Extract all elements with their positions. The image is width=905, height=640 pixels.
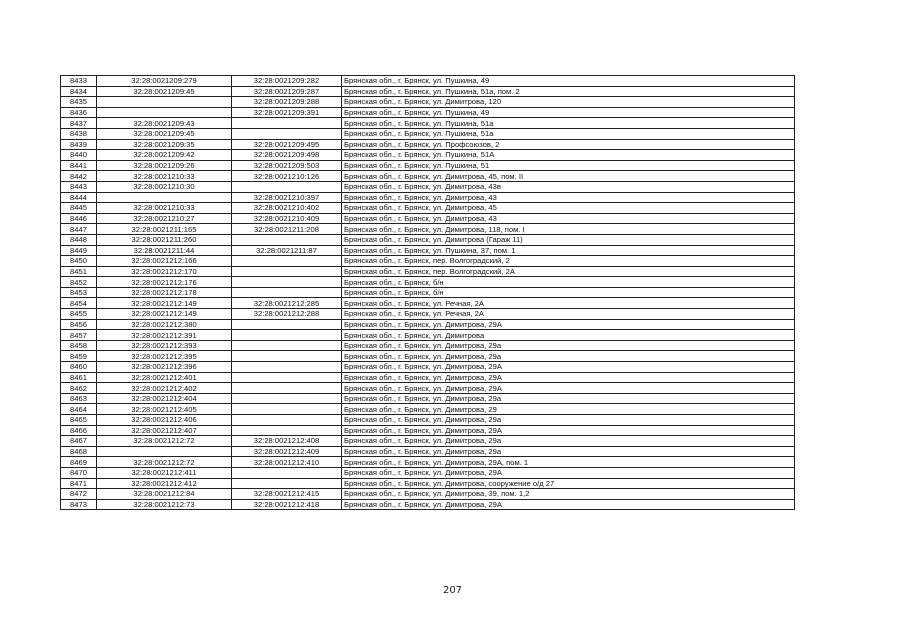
object-cadastral-number-cell xyxy=(232,372,342,383)
object-cadastral-number-cell xyxy=(232,256,342,267)
object-cadastral-number-cell: 32:28:0021212:285 xyxy=(232,298,342,309)
object-cadastral-number-cell: 32:28:0021209:503 xyxy=(232,160,342,171)
table-row xyxy=(61,139,795,150)
land-cadastral-number-cell: 32:28:0021212:404 xyxy=(97,393,232,404)
land-cadastral-number-cell: 32:28:0021212:395 xyxy=(97,351,232,362)
table-row xyxy=(61,298,795,309)
object-cadastral-number-cell: 32:28:0021209:282 xyxy=(232,76,342,87)
object-cadastral-number-cell xyxy=(232,362,342,373)
address-cell: Брянская обл., г. Брянск, ул. Димитрова, 29 xyxy=(342,404,795,415)
land-cadastral-number-cell: 32:28:0021210:33 xyxy=(97,203,232,214)
table-row xyxy=(61,213,795,224)
table-row xyxy=(61,489,795,500)
table-row xyxy=(61,393,795,404)
land-cadastral-number-cell: 32:28:0021212:391 xyxy=(97,330,232,341)
row-number-cell: 8436 xyxy=(61,107,97,118)
object-cadastral-number-cell xyxy=(232,118,342,129)
table-row xyxy=(61,160,795,171)
object-cadastral-number-cell: 32:28:0021209:288 xyxy=(232,97,342,108)
table-row xyxy=(61,86,795,97)
land-cadastral-number-cell: 32:28:0021212:149 xyxy=(97,298,232,309)
address-cell: Брянская обл., г. Брянск, ул. Димитрова, 29а xyxy=(342,446,795,457)
row-number-cell: 8457 xyxy=(61,330,97,341)
address-cell: Брянская обл., г. Брянск, пер. Волгоградский, 2А xyxy=(342,266,795,277)
address-cell: Брянская обл., г. Брянск, ул. Пушкина, 51А xyxy=(342,150,795,161)
row-number-cell: 8439 xyxy=(61,139,97,150)
object-cadastral-number-cell xyxy=(232,478,342,489)
address-cell: Брянская обл., г. Брянск, ул. Димитрова, 118, пом. I xyxy=(342,224,795,235)
land-cadastral-number-cell: 32:28:0021212:73 xyxy=(97,499,232,510)
row-number-cell: 8438 xyxy=(61,128,97,139)
row-number-cell: 8472 xyxy=(61,489,97,500)
address-cell: Брянская обл., г. Брянск, ул. Димитрова, 45, пом. II xyxy=(342,171,795,182)
address-cell: Брянская обл., г. Брянск, б/н xyxy=(342,287,795,298)
address-cell: Брянская обл., г. Брянск, ул. Димитрова, 43 xyxy=(342,213,795,224)
address-cell: Брянская обл., г. Брянск, ул. Димитрова, 29А xyxy=(342,372,795,383)
address-cell: Брянская обл., г. Брянск, ул. Димитрова, 29А xyxy=(342,383,795,394)
object-cadastral-number-cell: 32:28:0021212:409 xyxy=(232,446,342,457)
land-cadastral-number-cell: 32:28:0021211:165 xyxy=(97,224,232,235)
table-row xyxy=(61,181,795,192)
land-cadastral-number-cell: 32:28:0021209:279 xyxy=(97,76,232,87)
row-number-cell: 8437 xyxy=(61,118,97,129)
object-cadastral-number-cell: 32:28:0021211:208 xyxy=(232,224,342,235)
object-cadastral-number-cell xyxy=(232,425,342,436)
object-cadastral-number-cell xyxy=(232,393,342,404)
table-row xyxy=(61,256,795,267)
table-row xyxy=(61,457,795,468)
table-body xyxy=(61,76,795,510)
address-cell: Брянская обл., г. Брянск, ул. Речная, 2А xyxy=(342,309,795,320)
object-cadastral-number-cell xyxy=(232,277,342,288)
object-cadastral-number-cell: 32:28:0021210:402 xyxy=(232,203,342,214)
row-number-cell: 8440 xyxy=(61,150,97,161)
row-number-cell: 8453 xyxy=(61,287,97,298)
table-row xyxy=(61,309,795,320)
address-cell: Брянская обл., г. Брянск, ул. Пушкина, 51а xyxy=(342,128,795,139)
object-cadastral-number-cell: 32:28:0021209:498 xyxy=(232,150,342,161)
address-cell: Брянская обл., г. Брянск, ул. Пушкина, 49 xyxy=(342,107,795,118)
row-number-cell: 8442 xyxy=(61,171,97,182)
object-cadastral-number-cell xyxy=(232,287,342,298)
object-cadastral-number-cell: 32:28:0021210:409 xyxy=(232,213,342,224)
object-cadastral-number-cell xyxy=(232,266,342,277)
object-cadastral-number-cell xyxy=(232,340,342,351)
object-cadastral-number-cell: 32:28:0021209:287 xyxy=(232,86,342,97)
land-cadastral-number-cell: 32:28:0021212:84 xyxy=(97,489,232,500)
table-row xyxy=(61,234,795,245)
object-cadastral-number-cell: 32:28:0021212:408 xyxy=(232,436,342,447)
land-cadastral-number-cell: 32:28:0021212:401 xyxy=(97,372,232,383)
land-cadastral-number-cell: 32:28:0021210:33 xyxy=(97,171,232,182)
table-row xyxy=(61,224,795,235)
address-cell: Брянская обл., г. Брянск, пер. Волгоградский, 2 xyxy=(342,256,795,267)
table-row xyxy=(61,171,795,182)
row-number-cell: 8471 xyxy=(61,478,97,489)
table-row xyxy=(61,446,795,457)
row-number-cell: 8434 xyxy=(61,86,97,97)
row-number-cell: 8450 xyxy=(61,256,97,267)
table-row xyxy=(61,277,795,288)
land-cadastral-number-cell xyxy=(97,107,232,118)
table-row xyxy=(61,76,795,87)
address-cell: Брянская обл., г. Брянск, ул. Димитрова, 29А xyxy=(342,319,795,330)
address-cell: Брянская обл., г. Брянск, ул. Речная, 2А xyxy=(342,298,795,309)
address-cell: Брянская обл., г. Брянск, ул. Димитрова xyxy=(342,330,795,341)
land-cadastral-number-cell: 32:28:0021212:402 xyxy=(97,383,232,394)
table-row xyxy=(61,245,795,256)
object-cadastral-number-cell xyxy=(232,351,342,362)
address-cell: Брянская обл., г. Брянск, ул. Димитрова, 120 xyxy=(342,97,795,108)
land-cadastral-number-cell: 32:28:0021212:412 xyxy=(97,478,232,489)
address-cell: Брянская обл., г. Брянск, ул. Димитрова, 29А xyxy=(342,499,795,510)
object-cadastral-number-cell xyxy=(232,415,342,426)
table-row xyxy=(61,415,795,426)
land-cadastral-number-cell xyxy=(97,97,232,108)
row-number-cell: 8459 xyxy=(61,351,97,362)
land-cadastral-number-cell: 32:28:0021209:45 xyxy=(97,128,232,139)
table-row xyxy=(61,351,795,362)
object-cadastral-number-cell xyxy=(232,404,342,415)
row-number-cell: 8456 xyxy=(61,319,97,330)
table-row xyxy=(61,340,795,351)
table-row xyxy=(61,97,795,108)
row-number-cell: 8435 xyxy=(61,97,97,108)
object-cadastral-number-cell: 32:28:0021212:418 xyxy=(232,499,342,510)
row-number-cell: 8455 xyxy=(61,309,97,320)
row-number-cell: 8444 xyxy=(61,192,97,203)
address-cell: Брянская обл., г. Брянск, ул. Димитрова (Гараж 11) xyxy=(342,234,795,245)
row-number-cell: 8443 xyxy=(61,181,97,192)
object-cadastral-number-cell: 32:28:0021211:87 xyxy=(232,245,342,256)
table-row xyxy=(61,128,795,139)
land-cadastral-number-cell xyxy=(97,446,232,457)
row-number-cell: 8468 xyxy=(61,446,97,457)
row-number-cell: 8458 xyxy=(61,340,97,351)
table-row xyxy=(61,330,795,341)
address-cell: Брянская обл., г. Брянск, ул. Димитрова, 29а xyxy=(342,340,795,351)
address-cell: Брянская обл., г. Брянск, ул. Димитрова, 29а xyxy=(342,415,795,426)
row-number-cell: 8460 xyxy=(61,362,97,373)
land-cadastral-number-cell: 32:28:0021211:260 xyxy=(97,234,232,245)
row-number-cell: 8469 xyxy=(61,457,97,468)
table-row xyxy=(61,404,795,415)
land-cadastral-number-cell: 32:28:0021212:170 xyxy=(97,266,232,277)
object-cadastral-number-cell xyxy=(232,319,342,330)
land-cadastral-number-cell: 32:28:0021212:72 xyxy=(97,436,232,447)
land-cadastral-number-cell: 32:28:0021209:43 xyxy=(97,118,232,129)
row-number-cell: 8433 xyxy=(61,76,97,87)
object-cadastral-number-cell: 32:28:0021209:391 xyxy=(232,107,342,118)
address-cell: Брянская обл., г. Брянск, ул. Димитрова, 45 xyxy=(342,203,795,214)
object-cadastral-number-cell: 32:28:0021212:415 xyxy=(232,489,342,500)
land-cadastral-number-cell: 32:28:0021212:405 xyxy=(97,404,232,415)
address-cell: Брянская обл., г. Брянск, ул. Димитрова, 39, пом. 1,2 xyxy=(342,489,795,500)
address-cell: Брянская обл., г. Брянск, ул. Димитрова, 29А, пом. 1 xyxy=(342,457,795,468)
row-number-cell: 8452 xyxy=(61,277,97,288)
table-row xyxy=(61,118,795,129)
object-cadastral-number-cell: 32:28:0021210:397 xyxy=(232,192,342,203)
row-number-cell: 8462 xyxy=(61,383,97,394)
row-number-cell: 8470 xyxy=(61,467,97,478)
object-cadastral-number-cell xyxy=(232,467,342,478)
address-cell: Брянская обл., г. Брянск, ул. Пушкина, 49 xyxy=(342,76,795,87)
row-number-cell: 8441 xyxy=(61,160,97,171)
address-cell: Брянская обл., г. Брянск, ул. Пушкина, 51а xyxy=(342,118,795,129)
table-row xyxy=(61,372,795,383)
cadastral-table xyxy=(60,75,795,510)
address-cell: Брянская обл., г. Брянск, ул. Димитрова, 43в xyxy=(342,181,795,192)
table-row xyxy=(61,478,795,489)
row-number-cell: 8464 xyxy=(61,404,97,415)
row-number-cell: 8454 xyxy=(61,298,97,309)
object-cadastral-number-cell xyxy=(232,330,342,341)
address-cell: Брянская обл., г. Брянск, ул. Димитрова, 29А xyxy=(342,425,795,436)
address-cell: Брянская обл., г. Брянск, ул. Пушкина, 37, пом. 1 xyxy=(342,245,795,256)
table-row xyxy=(61,319,795,330)
table-row xyxy=(61,425,795,436)
address-cell: Брянская обл., г. Брянск, б/н xyxy=(342,277,795,288)
land-cadastral-number-cell: 32:28:0021212:406 xyxy=(97,415,232,426)
table-row xyxy=(61,467,795,478)
address-cell: Брянская обл., г. Брянск, ул. Пушкина, 51а, пом. 2 xyxy=(342,86,795,97)
address-cell: Брянская обл., г. Брянск, ул. Димитрова, сооружение о/д 27 xyxy=(342,478,795,489)
table-row xyxy=(61,192,795,203)
table-row xyxy=(61,287,795,298)
row-number-cell: 8467 xyxy=(61,436,97,447)
object-cadastral-number-cell: 32:28:0021212:288 xyxy=(232,309,342,320)
land-cadastral-number-cell: 32:28:0021209:35 xyxy=(97,139,232,150)
address-cell: Брянская обл., г. Брянск, ул. Пушкина, 51 xyxy=(342,160,795,171)
land-cadastral-number-cell: 32:28:0021210:27 xyxy=(97,213,232,224)
table-row xyxy=(61,383,795,394)
table-row xyxy=(61,150,795,161)
table-row xyxy=(61,266,795,277)
land-cadastral-number-cell: 32:28:0021212:396 xyxy=(97,362,232,373)
land-cadastral-number-cell: 32:28:0021212:407 xyxy=(97,425,232,436)
object-cadastral-number-cell: 32:28:0021212:410 xyxy=(232,457,342,468)
address-cell: Брянская обл., г. Брянск, ул. Димитрова, 29а xyxy=(342,436,795,447)
table-row xyxy=(61,203,795,214)
land-cadastral-number-cell: 32:28:0021212:411 xyxy=(97,467,232,478)
row-number-cell: 8449 xyxy=(61,245,97,256)
table-row xyxy=(61,107,795,118)
object-cadastral-number-cell xyxy=(232,181,342,192)
row-number-cell: 8466 xyxy=(61,425,97,436)
table-row xyxy=(61,436,795,447)
object-cadastral-number-cell xyxy=(232,234,342,245)
row-number-cell: 8463 xyxy=(61,393,97,404)
row-number-cell: 8465 xyxy=(61,415,97,426)
land-cadastral-number-cell: 32:28:0021211:44 xyxy=(97,245,232,256)
row-number-cell: 8451 xyxy=(61,266,97,277)
address-cell: Брянская обл., г. Брянск, ул. Димитрова, 29А xyxy=(342,467,795,478)
land-cadastral-number-cell: 32:28:0021212:176 xyxy=(97,277,232,288)
land-cadastral-number-cell: 32:28:0021212:72 xyxy=(97,457,232,468)
row-number-cell: 8447 xyxy=(61,224,97,235)
land-cadastral-number-cell: 32:28:0021209:26 xyxy=(97,160,232,171)
object-cadastral-number-cell: 32:28:0021209:495 xyxy=(232,139,342,150)
land-cadastral-number-cell: 32:28:0021212:178 xyxy=(97,287,232,298)
object-cadastral-number-cell xyxy=(232,128,342,139)
land-cadastral-number-cell: 32:28:0021212:166 xyxy=(97,256,232,267)
object-cadastral-number-cell xyxy=(232,383,342,394)
address-cell: Брянская обл., г. Брянск, ул. Димитрова, 29А xyxy=(342,362,795,373)
page-number: 207 xyxy=(442,585,463,596)
land-cadastral-number-cell: 32:28:0021209:42 xyxy=(97,150,232,161)
land-cadastral-number-cell: 32:28:0021212:393 xyxy=(97,340,232,351)
land-cadastral-number-cell: 32:28:0021209:45 xyxy=(97,86,232,97)
land-cadastral-number-cell: 32:28:0021210:30 xyxy=(97,181,232,192)
table-row xyxy=(61,499,795,510)
land-cadastral-number-cell: 32:28:0021212:380 xyxy=(97,319,232,330)
address-cell: Брянская обл., г. Брянск, ул. Профсоюзов, 2 xyxy=(342,139,795,150)
row-number-cell: 8445 xyxy=(61,203,97,214)
row-number-cell: 8446 xyxy=(61,213,97,224)
address-cell: Брянская обл., г. Брянск, ул. Димитрова, 43 xyxy=(342,192,795,203)
address-cell: Брянская обл., г. Брянск, ул. Димитрова, 29а xyxy=(342,393,795,404)
land-cadastral-number-cell xyxy=(97,192,232,203)
object-cadastral-number-cell: 32:28:0021210:126 xyxy=(232,171,342,182)
row-number-cell: 8473 xyxy=(61,499,97,510)
row-number-cell: 8448 xyxy=(61,234,97,245)
address-cell: Брянская обл., г. Брянск, ул. Димитрова, 29а xyxy=(342,351,795,362)
land-cadastral-number-cell: 32:28:0021212:149 xyxy=(97,309,232,320)
table-row xyxy=(61,362,795,373)
row-number-cell: 8461 xyxy=(61,372,97,383)
